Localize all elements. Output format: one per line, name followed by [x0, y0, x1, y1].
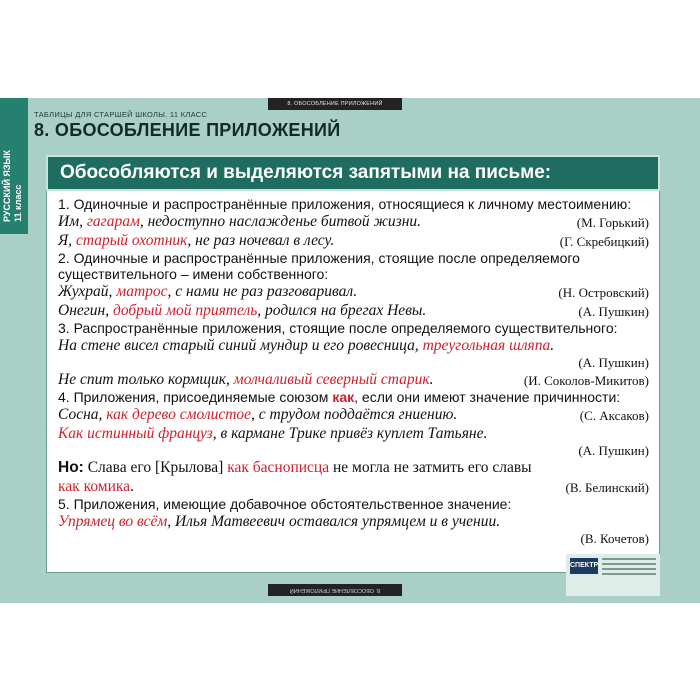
- example-6: [58, 370, 653, 389]
- appositive: молчаливый северный старик: [233, 371, 430, 388]
- rule-2-line-1: 2. Одиночные и распространённые приложения, стоящие после определяемого: [58, 250, 580, 266]
- series-label: ТАБЛИЦЫ ДЛЯ СТАРШЕЙ ШКОЛЫ. 11 КЛАСС: [34, 110, 208, 119]
- publisher-fine-print: [602, 558, 656, 578]
- example-text: , не раз ночевал в лесу.: [187, 232, 335, 249]
- appositive: Упрямец во всём: [58, 513, 168, 530]
- banner-heading: Обособляются и выделяются запятыми на письме:: [46, 155, 660, 191]
- example-text: Онегин,: [58, 302, 113, 319]
- publisher-logo: СПЕКТР: [570, 558, 598, 574]
- example-text: Жухрай,: [58, 283, 117, 300]
- example-author: (И. Соколов-Микитов): [523, 373, 649, 388]
- appositive: старый охотник: [75, 232, 188, 249]
- appositive: треугольная шляпа: [422, 337, 551, 354]
- example-4: [58, 301, 653, 320]
- rule-4-keyword: как: [332, 389, 355, 405]
- example-text: , родился на брегах Невы.: [257, 302, 427, 319]
- example-author: (М. Горький): [576, 215, 649, 230]
- fine-print-line: [602, 558, 656, 560]
- appositive: как баснописца: [227, 459, 330, 476]
- example-text: Слава его [Крылова]: [83, 459, 228, 476]
- example-text: .: [130, 478, 134, 495]
- sidebar-subject: РУССКИЙ ЯЗЫК: [2, 150, 12, 222]
- example-9: [58, 458, 653, 477]
- example-text: На стене висел старый синий мундир и его ровесница,: [58, 337, 423, 354]
- rule-5: 5. Приложения, имеющие добавочное обстоятельственное значение:: [58, 496, 512, 512]
- example-text: , в кармане Трике привёз куплет Татьяне.: [212, 425, 488, 442]
- example-text: , с трудом поддаётся гниению.: [251, 406, 458, 423]
- example-text: Сосна,: [58, 406, 107, 423]
- example-text: .: [550, 337, 555, 354]
- example-author: (С. Аксаков): [579, 408, 649, 423]
- example-8-author: (А. Пушкин): [578, 443, 649, 458]
- rule-3: 3. Распространённые приложения, стоящие после определяемого существительного:: [58, 320, 618, 336]
- appositive: как дерево смолистое: [106, 406, 252, 423]
- example-text: .: [429, 371, 434, 388]
- top-strip: 8. ОБОСОБЛЕНИЕ ПРИЛОЖЕНИЙ: [268, 98, 402, 110]
- appositive: как комика: [58, 478, 131, 495]
- example-text: Им,: [58, 213, 87, 230]
- example-text: Я,: [58, 232, 76, 249]
- example-7: [58, 405, 653, 424]
- example-text: не могла не затмить его славы: [329, 459, 532, 476]
- example-author: (В. Белинский): [565, 480, 649, 495]
- appositive: гагарам: [86, 213, 140, 230]
- example-3: [58, 282, 653, 301]
- rule-4-start: 4. Приложения, присоединяемые союзом: [58, 389, 333, 405]
- example-text: , с нами не раз разговаривал.: [167, 283, 358, 300]
- rule-2-line-2: существительного – имени собственного:: [58, 266, 329, 282]
- example-1: [58, 212, 653, 231]
- fine-print-line: [602, 568, 656, 570]
- example-10: [58, 512, 653, 531]
- appositive: Как истинный француз: [58, 425, 213, 442]
- rule-1: 1. Одиночные и распространённые приложения, относящиеся к личному местоимению:: [58, 196, 632, 212]
- example-10-author: (В. Кочетов): [580, 531, 649, 546]
- example-5-author: (А. Пушкин): [578, 355, 649, 370]
- bottom-strip: 8. ОБОСОБЛЕНИЕ ПРИЛОЖЕНИЙ: [268, 584, 402, 596]
- rule-4-end: , если они имеют значение причинности:: [354, 389, 621, 405]
- example-author: (А. Пушкин): [578, 304, 649, 319]
- rule-4: [58, 389, 653, 405]
- example-text: Не спит только кормщик,: [58, 371, 234, 388]
- appositive: матрос: [116, 283, 168, 300]
- page-title: 8. ОБОСОБЛЕНИЕ ПРИЛОЖЕНИЙ: [34, 120, 341, 140]
- example-2: [58, 231, 653, 250]
- example-text: , Илья Матвеевич оставался упрямцем и в учении.: [167, 513, 501, 530]
- sidebar-label: [2, 150, 24, 222]
- example-author: (Н. Островский): [558, 285, 649, 300]
- example-8: [58, 424, 653, 443]
- example-author: (Г. Скребицкий): [559, 234, 649, 249]
- example-text: , недоступно наслажденье битвой жизни.: [139, 213, 422, 230]
- rules-content: [58, 196, 653, 546]
- but-label: Но:: [58, 459, 84, 476]
- fine-print-line: [602, 563, 656, 565]
- sidebar-grade: 11 класс: [13, 184, 23, 222]
- appositive: добрый мой приятель: [113, 302, 258, 319]
- example-9-cont: [58, 477, 653, 496]
- example-5: [58, 336, 653, 355]
- fine-print-line: [602, 573, 656, 575]
